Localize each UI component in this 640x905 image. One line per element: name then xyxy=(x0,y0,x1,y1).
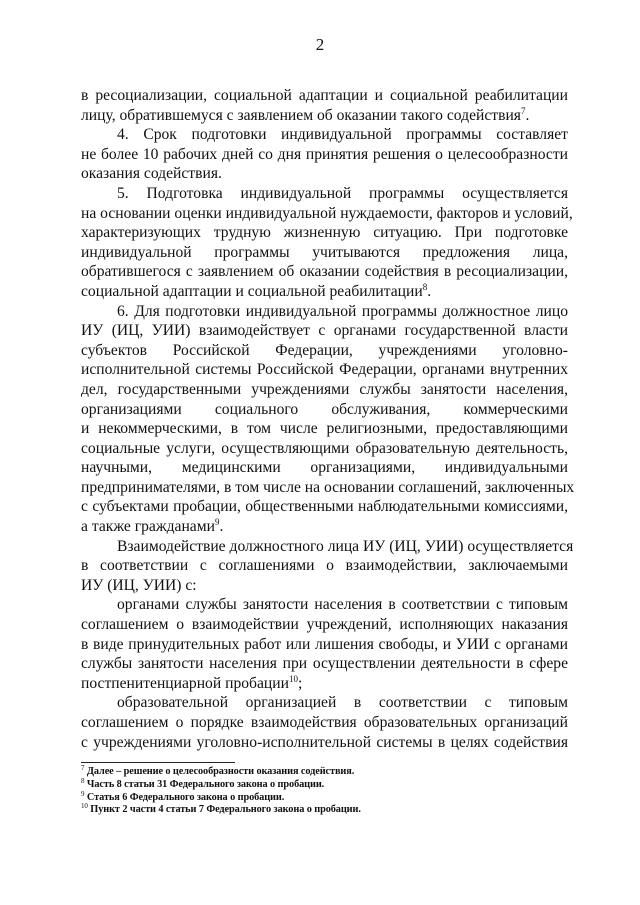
footnote xyxy=(81,804,561,817)
line-text: 6. Для подготовки индивидуальной программы должностное лицо xyxy=(117,302,568,320)
line-text: оказания содействия. xyxy=(81,165,222,183)
text-line xyxy=(81,576,568,596)
line-text: с учреждениями уголовно-исполнительной системы в целях содействия xyxy=(81,733,568,751)
line-text: с субъектами пробации, общественными наблюдательными комиссиями, xyxy=(81,498,568,516)
line-text: а также гражданами xyxy=(81,518,215,536)
text-line xyxy=(81,517,568,537)
text-line xyxy=(81,341,568,361)
text-line xyxy=(81,713,568,733)
text-line xyxy=(81,439,568,459)
footnote-separator xyxy=(81,762,235,763)
line-text: социальной адаптации и социальной реабилитации xyxy=(81,282,423,300)
line-text: 4. Срок подготовки индивидуальной программы составляет xyxy=(117,126,568,144)
line-text: не более 10 рабочих дней со дня принятия решения о целесообразности xyxy=(81,145,568,163)
footnote-text: Пункт 2 части 4 статьи 7 Федерального закона о пробации. xyxy=(90,804,361,816)
footnote-reference[interactable]: 7 xyxy=(520,105,526,116)
footnote-number: 9 xyxy=(81,789,85,798)
text-line xyxy=(81,693,568,713)
line-punctuation: . xyxy=(427,282,432,300)
text-line xyxy=(81,125,568,145)
line-text: предпринимателями, в том числе на основании соглашений, заключенных xyxy=(81,478,575,496)
text-line xyxy=(81,164,568,184)
line-text: постпенитенциарной пробации xyxy=(81,674,289,692)
line-punctuation: . xyxy=(219,518,224,536)
line-text: в соответствии с соглашениями о взаимодействии, заключаемыми xyxy=(81,557,568,575)
text-line xyxy=(81,419,568,439)
text-line xyxy=(81,458,568,478)
text-line xyxy=(81,478,575,498)
footnotes xyxy=(81,766,561,817)
footnote xyxy=(81,789,561,805)
footnote xyxy=(81,766,561,779)
line-text: 5. Подготовка индивидуальной программы осуществляется xyxy=(117,184,568,202)
text-line xyxy=(81,86,568,106)
footnote xyxy=(81,776,561,792)
footnote-reference[interactable]: 8 xyxy=(422,281,428,292)
line-text: лицу, обратившемуся с заявлением об оказании такого содействия xyxy=(81,106,521,124)
line-text: Взаимодействие должностного лица ИУ (ИЦ, УИИ) осуществляется xyxy=(117,537,574,555)
text-line xyxy=(81,615,568,635)
line-text: характеризующих трудную жизненную ситуацию. При подготовке xyxy=(81,224,568,242)
text-line xyxy=(81,360,568,380)
footnote-text: Часть 8 статьи 31 Федерального закона о пробации. xyxy=(86,778,325,790)
line-text: органами службы занятости населения в соответствии с типовым xyxy=(117,596,568,614)
text-line xyxy=(81,497,568,517)
line-text: в виде принудительных работ или лишения свободы, и УИИ с органами xyxy=(81,635,568,653)
line-text: ИУ (ИЦ, УИИ) взаимодействует с органами государственной власти xyxy=(81,322,568,340)
footnote-number: 8 xyxy=(81,776,85,785)
text-line xyxy=(81,556,568,576)
text-line xyxy=(81,537,574,557)
text-line xyxy=(81,282,568,302)
text-line xyxy=(81,380,568,400)
line-text: субъектов Российской Федерации, учреждениями уголовно- xyxy=(81,341,568,359)
line-text: на основании оценки индивидуальной нуждаемости, факторов и условий, xyxy=(81,204,573,222)
text-line xyxy=(81,106,568,126)
line-text: в ресоциализации, социальной адаптации и социальной реабилитации xyxy=(81,87,568,104)
footnote-number: 10 xyxy=(81,802,88,811)
footnote-reference[interactable]: 9 xyxy=(214,517,220,528)
line-text: образовательной организацией в соответствии с типовым xyxy=(117,694,568,712)
footnote-text: Статья 6 Федерального закона о пробации. xyxy=(86,791,285,803)
text-line xyxy=(81,321,568,341)
line-text: научными, медицинскими организациями, индивидуальными xyxy=(81,459,568,477)
line-punctuation: ; xyxy=(297,674,303,692)
text-line xyxy=(81,635,568,655)
text-line xyxy=(81,243,568,263)
footnote-reference[interactable]: 10 xyxy=(288,673,298,684)
line-text: социальные услуги, осуществляющими образовательную деятельность, xyxy=(81,439,568,457)
line-text: соглашением о порядке взаимодействия образовательных организаций xyxy=(81,714,568,731)
line-text: соглашением о взаимодействии учреждений, исполняющих наказания xyxy=(81,616,568,634)
text-line xyxy=(81,184,568,204)
line-text: дел, государственными учреждениями службы занятости населения, xyxy=(81,380,568,398)
document-body xyxy=(81,86,575,752)
text-line xyxy=(81,204,573,224)
line-text: индивидуальной программы учитываются предложения лица, xyxy=(81,243,568,261)
line-text: ИУ (ИЦ, УИИ) с: xyxy=(81,576,197,594)
line-punctuation: . xyxy=(525,106,530,124)
text-line xyxy=(81,400,568,420)
text-line xyxy=(81,302,568,322)
line-text: и некоммерческими, в том числе религиозными, предоставляющими xyxy=(81,420,568,438)
text-line xyxy=(81,733,568,753)
text-line xyxy=(81,262,568,282)
line-text: исполнительной системы Российской Федерации, органами внутренних xyxy=(81,361,568,379)
footnote-text: Далее – решение о целесообразности оказания содействия. xyxy=(86,766,355,777)
line-text: службы занятости населения при осуществлении деятельности в сфере xyxy=(81,655,568,673)
text-line xyxy=(81,145,568,165)
page-number: 2 xyxy=(315,35,325,54)
footnote-number: 7 xyxy=(81,764,85,772)
text-line xyxy=(81,674,568,694)
text-line xyxy=(81,223,568,243)
text-line xyxy=(81,654,568,674)
line-text: обратившегося с заявлением об оказании содействия в ресоциализации, xyxy=(81,263,568,281)
text-line xyxy=(81,595,568,615)
line-text: организациями социального обслуживания, коммерческими xyxy=(81,400,568,418)
